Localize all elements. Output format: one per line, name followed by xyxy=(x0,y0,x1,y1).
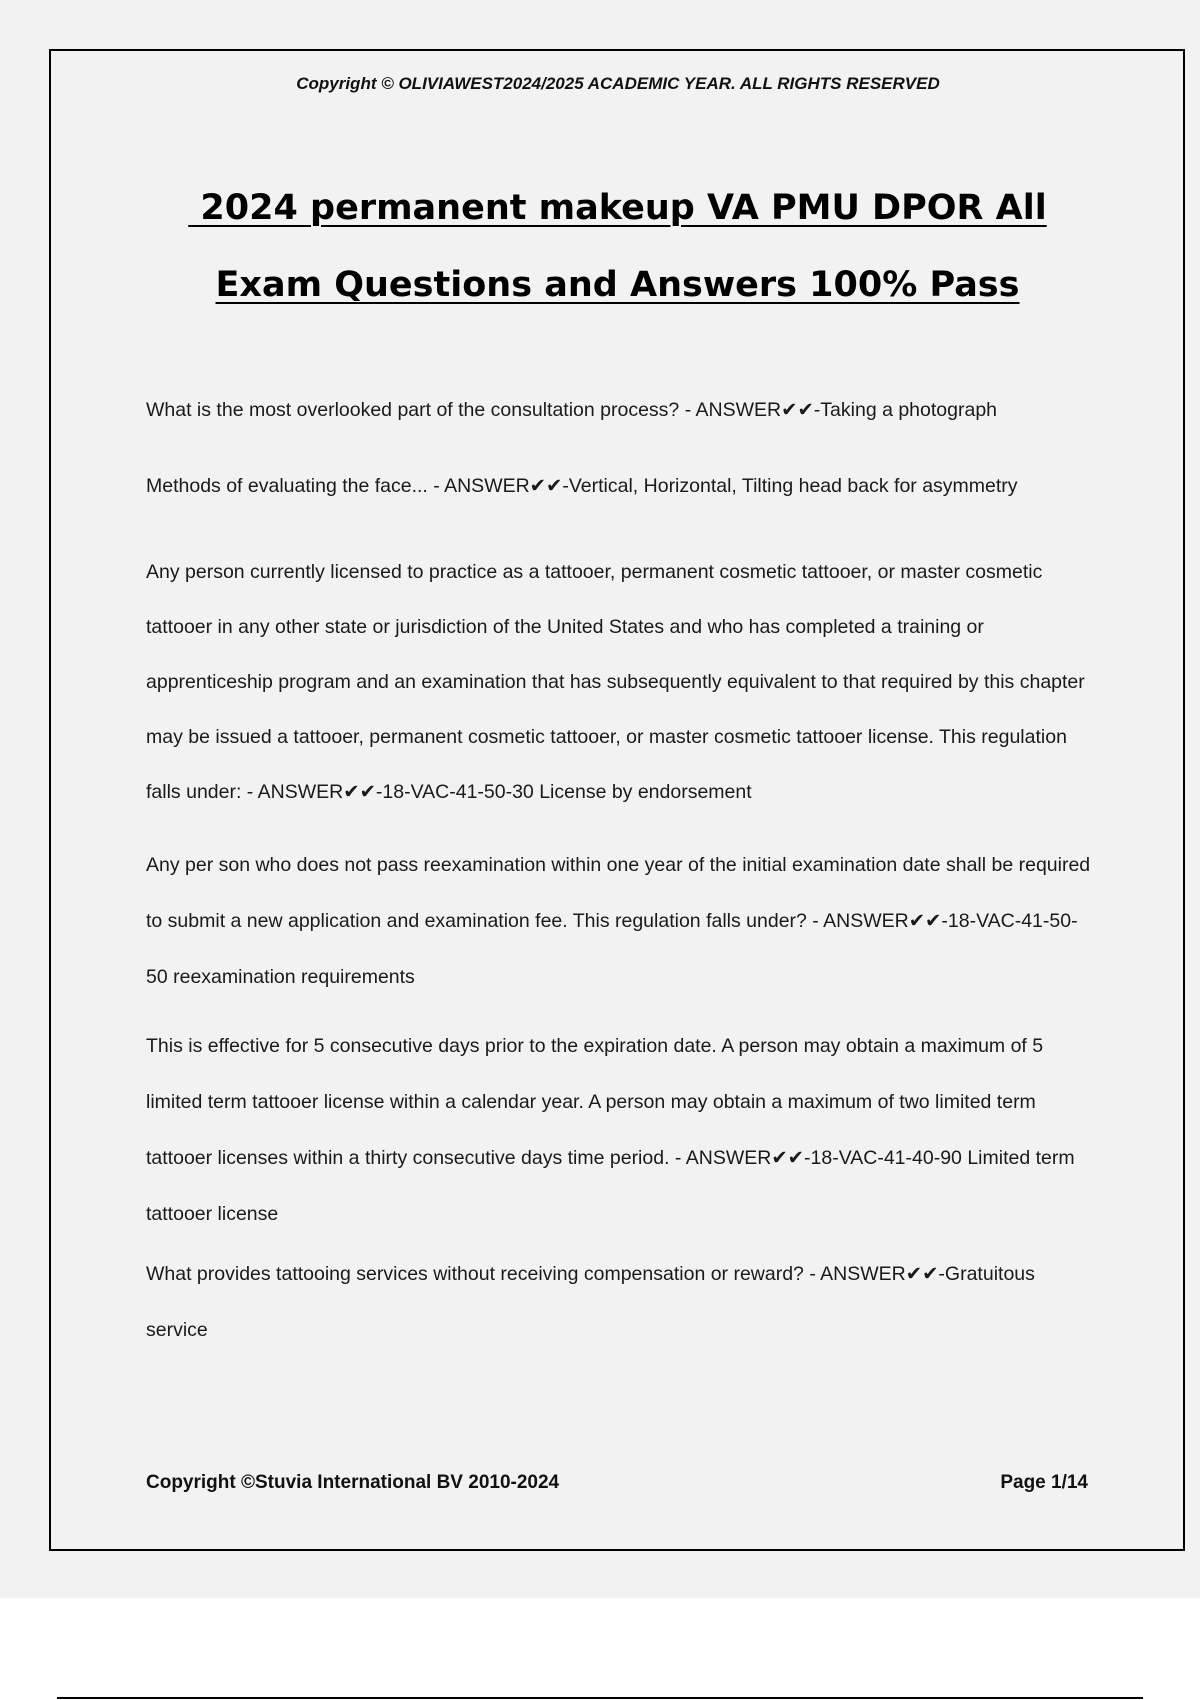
footer-copyright: Copyright ©Stuvia International BV 2010-2024 xyxy=(146,1472,560,1493)
qa-item: What is the most overlooked part of the consultation process? - ANSWER✔✔-Taking a photograph xyxy=(146,399,998,421)
qa-item: This is effective for 5 consecutive days prior to the expiration date. A person may obtain a maximum of 5 limited term tattooer license within a calendar year. A person may obtain a maximum of two limited term tattooer licenses within a thirty consecutive days time period. - ANSWER✔✔-18-VAC-41-40-90 Limited term tattooer license xyxy=(146,1035,1075,1225)
qa-item: What provides tattooing services without receiving compensation or reward? - ANSWER✔✔-Gratuitous service xyxy=(146,1263,1035,1341)
page-number: Page 1/14 xyxy=(1000,1472,1088,1493)
qa-item: Any person currently licensed to practice as a tattooer, permanent cosmetic tattooer, or master cosmetic tattooer in any other state or jurisdiction of the United States and who has completed a training or apprenticeship program and an examination that has subsequently equivalent to that required by this chapter may be issued a tattooer, permanent cosmetic tattooer, or master cosmetic tattooer license. This regulation falls under: - ANSWER✔✔-18-VAC-41-50-30 License by endorsement xyxy=(146,561,1085,803)
title-line-2: Exam Questions and Answers 100% Pass xyxy=(215,265,1020,305)
next-page-divider xyxy=(57,1697,1143,1699)
qa-item: Any per son who does not pass reexamination within one year of the initial examination date shall be required to submit a new application and examination fee. This regulation falls under? - ANSWER✔✔-18-VAC-41-50-50 reexamination requirements xyxy=(146,854,1091,988)
document-title xyxy=(150,170,1085,324)
qa-item: Methods of evaluating the face... - ANSWER✔✔-Vertical, Horizontal, Tilting head back for asymmetry xyxy=(146,475,1018,497)
title-line-1: 2024 permanent makeup VA PMU DPOR All xyxy=(188,188,1047,228)
header-copyright: Copyright © OLIVIAWEST2024/2025 ACADEMIC YEAR. ALL RIGHTS RESERVED xyxy=(296,74,940,93)
